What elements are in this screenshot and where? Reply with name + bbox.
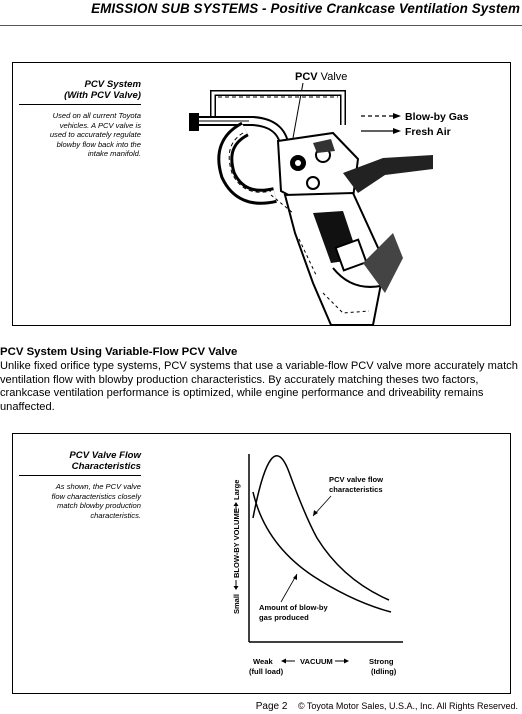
y-axis-title: BLOW-BY VOLUME — [232, 508, 241, 578]
y-high-label: Large — [232, 479, 241, 500]
flow-characteristics-chart — [13, 434, 510, 693]
series-label-blowby-line1: Amount of blow-by — [259, 603, 328, 612]
figure2-title-line: Characteristics — [71, 461, 141, 472]
pcv-valve-label: PCV Valve — [295, 71, 348, 83]
x-high-label-line2: (Idling) — [371, 667, 397, 676]
series-blowby-amount — [253, 492, 391, 612]
caption-line: blowby flow back into the — [56, 139, 141, 149]
x-high-label-line1: Strong — [369, 657, 394, 666]
manifold-flange — [189, 113, 199, 131]
section-body: Unlike fixed orifice type systems, PCV systems that use a variable-flow PCV valve more accurately match ventilation flow with blowby production characteristics. By accurately matching theses two factors, crankcase ventilation performance is optimized, while engine performance and driveability remains unaffected. — [0, 360, 518, 413]
caption-line: match blowby production — [57, 501, 141, 510]
legend-blowby-label: Blow-by Gas — [405, 111, 469, 123]
x-arrow-left-icon — [281, 659, 286, 664]
page-title: EMISSION SUB SYSTEMS - Positive Crankcase Ventilation System — [91, 1, 520, 16]
legend-arrow-icon — [393, 128, 401, 134]
arrow-icon — [293, 574, 297, 580]
series-label-pcv-line2: characteristics — [329, 485, 383, 494]
section-title: PCV System Using Variable-Flow PCV Valve — [0, 346, 238, 358]
page-header — [0, 0, 522, 28]
page-footer — [256, 701, 518, 712]
series-label-blowby-line2: gas produced — [259, 613, 309, 622]
caption-line: Used on all current Toyota — [52, 111, 141, 120]
header-rule — [0, 25, 522, 26]
legend-freshair-label: Fresh Air — [405, 126, 451, 138]
figure1-title-line: (With PCV Valve) — [64, 90, 141, 101]
page-number: Page 2 — [255, 701, 288, 712]
pcv-system-figure — [12, 62, 511, 326]
engine-pcv-illustration — [13, 63, 510, 325]
copyright-text: © Toyota Motor Sales, U.S.A., Inc. All Rights Reserved. — [297, 701, 518, 711]
figure2-title-line: PCV Valve Flow — [69, 450, 141, 461]
y-low-label: Small — [232, 593, 241, 614]
legend-arrow-icon — [393, 113, 401, 119]
caption-line: used to accurately regulate — [49, 130, 141, 139]
caption-line: vehicles. A PCV valve is — [59, 120, 141, 130]
pcv-flow-figure — [12, 433, 511, 694]
caption-line: intake manifold. — [87, 149, 141, 158]
caption-line: flow characteristics closely — [51, 491, 141, 501]
x-low-label-line1: Weak — [253, 657, 273, 666]
series-label-pcv-line1: PCV valve flow — [329, 475, 384, 484]
caption-line: characteristics. — [90, 510, 141, 520]
figure1-title-line: PCV System — [84, 79, 141, 90]
x-axis-title: VACUUM — [300, 657, 333, 666]
x-low-label-line2: (full load) — [249, 667, 284, 676]
arrow-icon — [234, 502, 239, 506]
arrow-icon — [234, 586, 239, 590]
x-arrow-right-icon — [344, 659, 349, 664]
caption-line: As shown, the PCV valve — [55, 482, 141, 491]
y-axis-label-group — [232, 480, 241, 614]
